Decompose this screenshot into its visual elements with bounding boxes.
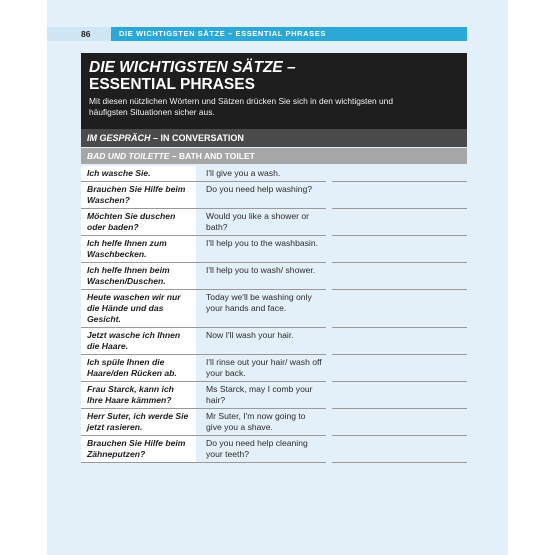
notes-blank-line xyxy=(332,382,467,409)
phrase-english: Mr Suter, I'm now going to give you a shave. xyxy=(196,409,326,436)
phrase-row xyxy=(81,382,467,409)
phrase-german: Brauchen Sie Hilfe beim Waschen? xyxy=(81,182,196,209)
phrase-row xyxy=(81,263,467,290)
title-box xyxy=(81,53,467,129)
phrase-german: Jetzt wasche ich Ihnen die Haare. xyxy=(81,328,196,355)
book-page xyxy=(47,0,508,555)
row-divider xyxy=(81,462,196,463)
running-header xyxy=(47,27,467,41)
phrase-german: Möchten Sie duschen oder baden? xyxy=(81,209,196,236)
phrase-english: Ms Starck, may I comb your hair? xyxy=(196,382,326,409)
phrase-row xyxy=(81,166,467,182)
phrase-german: Ich helfe Ihnen zum Waschbecken. xyxy=(81,236,196,263)
section-heading-de: IM GESPRÄCH xyxy=(87,133,151,143)
phrase-row xyxy=(81,182,467,209)
phrase-english: I'll give you a wash. xyxy=(196,166,326,182)
title-english: ESSENTIAL PHRASES xyxy=(89,76,255,93)
subsection-heading xyxy=(81,148,467,164)
phrase-german: Ich spüle Ihnen die Haare/den Rücken ab. xyxy=(81,355,196,382)
phrase-row xyxy=(81,436,467,463)
phrase-english: Do you need help washing? xyxy=(196,182,326,209)
title-german: DIE WICHTIGSTEN SÄTZE – xyxy=(89,59,296,76)
notes-blank-line xyxy=(332,182,467,209)
phrase-english: Do you need help cleaning your teeth? xyxy=(196,436,326,463)
section-heading xyxy=(81,129,467,147)
phrase-german: Herr Suter, ich werde Sie jetzt rasieren. xyxy=(81,409,196,436)
phrase-german: Brauchen Sie Hilfe beim Zähneputzen? xyxy=(81,436,196,463)
phrase-row xyxy=(81,290,467,328)
notes-blank-line xyxy=(332,436,467,463)
page-number: 86 xyxy=(47,27,111,41)
phrase-row xyxy=(81,209,467,236)
notes-blank-line xyxy=(332,328,467,355)
phrase-english: Today we'll be washing only your hands and face. xyxy=(196,290,326,328)
phrase-german: Ich helfe Ihnen beim Waschen/Duschen. xyxy=(81,263,196,290)
notes-blank-line xyxy=(332,290,467,328)
phrase-row xyxy=(81,236,467,263)
subsection-heading-de: BAD UND TOILETTE xyxy=(87,151,170,161)
phrase-german: Frau Starck, kann ich Ihre Haare kämmen? xyxy=(81,382,196,409)
phrase-row xyxy=(81,409,467,436)
phrase-row xyxy=(81,328,467,355)
notes-blank-line xyxy=(332,263,467,290)
phrase-german: Heute waschen wir nur die Hände und das Gesicht. xyxy=(81,290,196,328)
phrase-english: Would you like a shower or bath? xyxy=(196,209,326,236)
phrase-english: Now I'll wash your hair. xyxy=(196,328,326,355)
notes-blank-line xyxy=(332,236,467,263)
subsection-heading-en: – BATH AND TOILET xyxy=(171,151,255,161)
phrase-row xyxy=(81,355,467,382)
section-heading-en: – IN CONVERSATION xyxy=(153,133,244,143)
notes-blank-line xyxy=(332,409,467,436)
notes-blank-line xyxy=(332,209,467,236)
phrase-german: Ich wasche Sie. xyxy=(81,166,196,182)
phrase-table xyxy=(81,166,467,463)
phrase-english: I'll help you to the washbasin. xyxy=(196,236,326,263)
notes-blank-line xyxy=(332,355,467,382)
notes-blank-line xyxy=(332,166,467,182)
intro-text: Mit diesen nützlichen Wörtern und Sätzen drücken Sie sich in den wichtigsten und häufigsten Situationen sicher aus. xyxy=(89,96,393,117)
phrase-english: I'll help you to wash/ shower. xyxy=(196,263,326,290)
running-title: DIE WICHTIGSTEN SÄTZE – ESSENTIAL PHRASES xyxy=(119,29,326,38)
phrase-english: I'll rinse out your hair/ wash off your back. xyxy=(196,355,326,382)
